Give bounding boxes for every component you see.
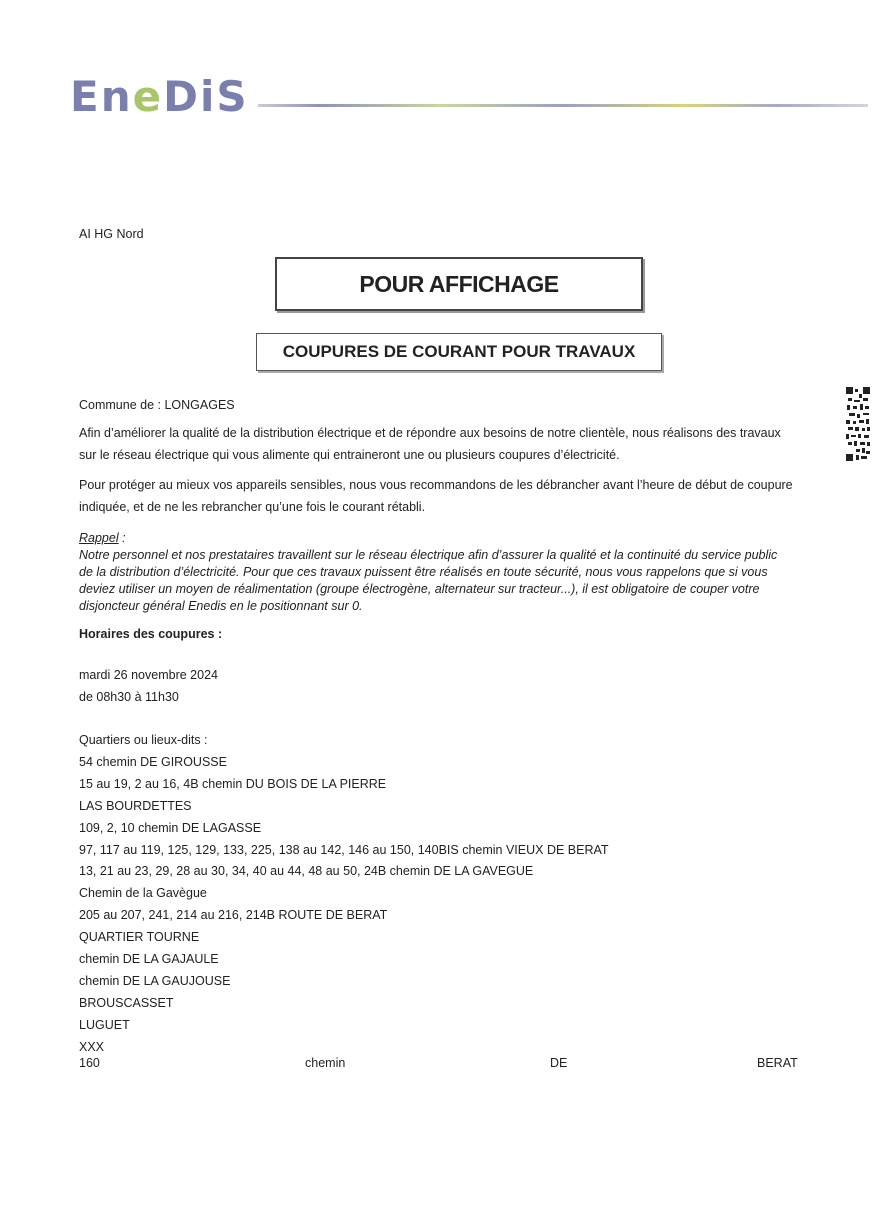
last-line-word: DE — [550, 1056, 568, 1070]
main-title-box — [275, 257, 643, 311]
horaires-title: Horaires des coupures : — [79, 627, 223, 641]
list-item: chemin DE LA GAJAULE — [79, 952, 219, 967]
list-item: chemin DE LA GAUJOUSE — [79, 973, 231, 988]
intro-paragraph: Afin d’améliorer la qualité de la distribution électrique et de répondre aux besoins de notre clientèle, nous réalisons des travaux sur le réseau électrique qui vous alimente qui entraineront une ou plusieurs coupures d’électricité. — [79, 426, 781, 462]
sender-label: AI HG Nord — [79, 227, 144, 241]
list-item: LAS BOURDETTES — [79, 798, 192, 813]
list-item: 13, 21 au 23, 29, 28 au 30, 34, 40 au 44, 48 au 50, 24B chemin DE LA GAVEGUE — [79, 864, 534, 879]
rappel-line: deviez utiliser un moyen de réalimentation (groupe électrogène, alternateur sur tracteur...), il est obligatoire de couper votre — [79, 582, 760, 596]
list-item: 97, 117 au 119, 125, 129, 133, 225, 138 au 142, 146 au 150, 140BIS chemin VIEUX DE BERAT — [79, 842, 609, 857]
sub-title-box — [256, 333, 662, 371]
list-item: 15 au 19, 2 au 16, 4B chemin DU BOIS DE LA PIERRE — [79, 776, 387, 791]
rappel-line: de la distribution d’électricité. Pour que ces travaux puissent être réalisés en toute sécurité, nous vous rappelons que si vous — [79, 565, 768, 579]
schedule-time: de 08h30 à 11h30 — [79, 690, 179, 704]
last-line-number: 160 — [79, 1056, 100, 1070]
list-item: 109, 2, 10 chemin DE LAGASSE — [79, 820, 262, 835]
last-line-word: chemin — [305, 1056, 346, 1070]
sub-title: COUPURES DE COURANT POUR TRAVAUX — [282, 342, 636, 361]
rappel-label: Rappel — [79, 531, 119, 545]
qr-code-icon — [845, 386, 871, 462]
list-item: Chemin de la Gavègue — [79, 886, 207, 901]
list-item: QUARTIER TOURNE — [79, 930, 200, 945]
list-item: LUGUET — [79, 1017, 130, 1032]
header-rule — [258, 104, 868, 107]
last-line-word: BERAT — [757, 1056, 798, 1070]
list-item: 54 chemin DE GIROUSSE — [79, 754, 227, 769]
advice-paragraph: Pour protéger au mieux vos appareils sensibles, nous vous recommandons de les débrancher avant l’heure de début de coupure indiquée, et de ne les rebrancher qu’une fois le courant rétabli. — [79, 478, 793, 514]
commune-line: Commune de : LONGAGES — [79, 398, 235, 412]
enedis-logo: EneDiS — [70, 72, 249, 121]
rappel-block: Rappel : Notre personnel et nos prestataires travaillent sur le réseau électrique afin d’assurer la qualité et la continuité du service public de la distribution d’électricité. Pour que ces travaux puissent être réalisés en toute sécurité, nous vous rappelons que si vous deviez utiliser un moyen de réalimentation (groupe électrogène, alternateur sur tracteur...), il est obligatoire de couper votre disjoncteur général Enedis en le positionnant sur 0. — [79, 530, 814, 615]
schedule-date: mardi 26 novembre 2024 — [79, 668, 218, 682]
list-item: XXX — [79, 1039, 105, 1054]
quartiers-title: Quartiers ou lieux-dits : — [79, 733, 208, 747]
rappel-line: Notre personnel et nos prestataires travaillent sur le réseau électrique afin d’assurer la qualité et la continuité du service public — [79, 548, 778, 562]
list-item: BROUSCASSET — [79, 995, 174, 1010]
rappel-line: disjoncteur général Enedis en le positionnant sur 0. — [79, 599, 363, 613]
main-title: POUR AFFICHAGE — [359, 270, 559, 297]
quartiers-list — [79, 730, 814, 1059]
list-item: 205 au 207, 241, 214 au 216, 214B ROUTE DE BERAT — [79, 908, 388, 923]
